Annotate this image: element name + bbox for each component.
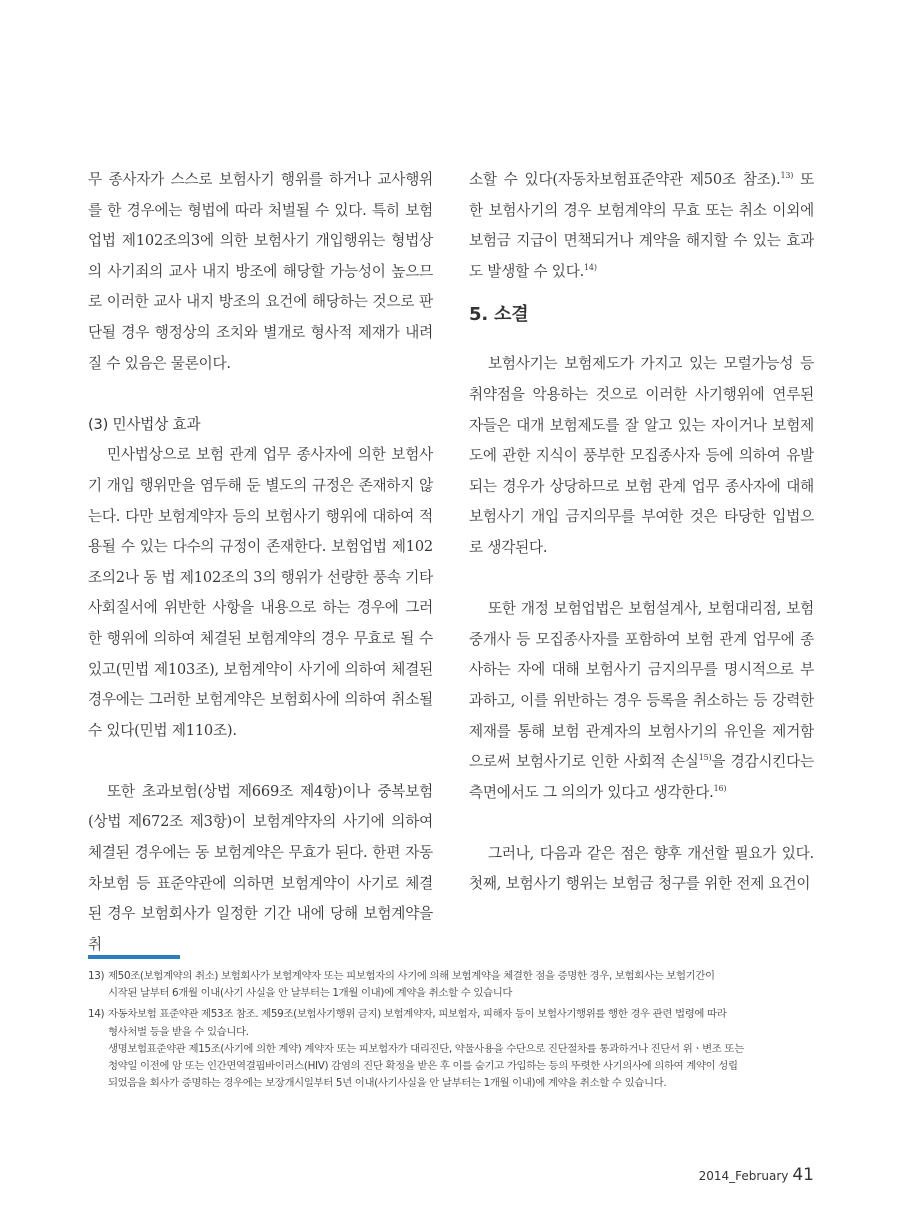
left-column <box>88 165 433 960</box>
footnote-line: 형사처벌 등을 받을 수 있습니다. <box>108 1025 249 1038</box>
footnote-line: 제50조(보험계약의 취소) 보험회사가 보험계약자 또는 피보험자의 사기에 의해 보험계약을 체결한 점을 증명한 경우, 보험회사는 보험기간이 <box>108 970 715 982</box>
right-paragraph-3: 또한 개정 보험업법은 보험설계사, 보험대리점, 보험중개사 등 모집종사자를 포함하여 보험 관계 업무에 종사하는 자에 대해 보험사기 금지의무를 명시적으로 부과하고, 이를 위반하는 경우 등록을 취소하는 등 강력한 제재를 통해 보험 관계자의 보험사기의 유인을 제거함으로써 보험사기로 인한 사회적 손실$^{15)}$을 경감시킨다는 측면에서도 그 의의가 있다고 생각한다.$^{16)}$ <box>469 600 814 801</box>
section-title-conclusion: 5. 소결 <box>469 304 529 326</box>
footnote-line: 되었음을 회사가 증명하는 경우에는 보장개시일부터 5년 이내(사기사실을 안 날부터는 1개월 이내)에 계약을 취소할 수 있습니다. <box>108 1077 667 1090</box>
footnote-14 <box>88 1006 818 1092</box>
page-footer <box>699 1165 814 1185</box>
right-paragraph-1: 소할 수 있다(자동차보험표준약관 제50조 참조).$^{13)}$ 또한 보험사기의 경우 보험계약의 무효 또는 취소 이외에 보험금 지급이 면책되거나 계약을 해지할 수 있는 효과도 발생할 수 있다.$^{14)}$ <box>469 171 814 280</box>
page-number: 41 <box>792 1165 814 1185</box>
subheading-civil-law-effect: (3) 민사법상 효과 <box>88 415 201 433</box>
footnote-13 <box>88 968 818 1002</box>
footnote-divider <box>88 955 180 959</box>
left-paragraph-2: 민사법상으로 보험 관계 업무 종사자에 의한 보험사기 개입 행위만을 염두해 둔 별도의 규정은 존재하지 않는다. 다만 보험계약자 등의 보험사기 행위에 대하여 적용될 수 있는 다수의 규정이 존재한다. 보험업법 제102조의2나 동 법 제102조의 3의 행위가 선량한 풍속 기타 사회질서에 위반한 사항을 내용으로 하는 경우에 그러한 행위에 의하여 체결된 보험계약의 경우 무효로 될 수 있고(민법 제103조), 보험계약이 사기에 의하여 체결된 경우에는 그러한 보험계약은 보험회사에 의하여 취소될 수 있다(민법 제110조). <box>88 446 433 739</box>
footnote-line: 청약일 이전에 암 또는 인간면역결핍바이러스(HIV) 감염의 진단 확정을 받은 후 이를 숨기고 가입하는 등의 뚜렷한 사기의사에 의하여 계약이 성립 <box>108 1060 738 1073</box>
footnote-ref-15[interactable]: 15) <box>698 753 712 763</box>
footnote-line: 자동차보험 표준약관 제53조 참조. 제59조(보험사기행위 금지) 보험계약자, 피보험자, 피해자 등이 보험사기행위를 행한 경우 관련 법령에 따라 <box>108 1008 727 1021</box>
footnote-number: 13) <box>88 970 105 982</box>
left-paragraph-3: 또한 초과보험(상법 제669조 제4항)이나 중복보험(상법 제672조 제3항)이 보험계약자의 사기에 의하여 체결된 경우에는 동 보험계약은 무효가 된다. 한편 자동차보험 등 표준약관에 의하면 보험계약이 사기로 체결된 경우 보험회사가 일정한 기간 내에 당해 보험계약을 취 <box>88 782 433 953</box>
issue-label: 2014_February <box>698 1169 789 1183</box>
right-column <box>469 165 814 900</box>
footnotes <box>88 964 818 1092</box>
right-paragraph-2: 보험사기는 보험제도가 가지고 있는 모럴가능성 등 취약점을 악용하는 것으로 이러한 사기행위에 연루된 자들은 대개 보험제도를 잘 알고 있는 자이거나 보험제도에 관한 지식이 풍부한 모집종사자 등에 의하여 유발되는 경우가 상당하므로 보험 관계 업무 종사자에 대해 보험사기 개입 금지의무를 부여한 것은 타당한 입법으로 생각된다. <box>469 355 814 556</box>
left-paragraph-1: 무 종사자가 스스로 보험사기 행위를 하거나 교사행위를 한 경우에는 형법에 따라 처벌될 수 있다. 특히 보험업법 제102조의3에 의한 보험사기 개입행위는 형법상의 사기죄의 교사 내지 방조에 해당할 가능성이 높으므로 이러한 교사 내지 방조의 요건에 해당하는 것으로 판단될 경우 행정상의 조치와 별개로 형사적 제재가 내려질 수 있음은 물론이다. <box>88 171 433 372</box>
footnote-line: 시작된 날부터 6개월 이내(사기 사실을 안 날부터는 1개월 이내)에 계약을 취소할 수 있습니다 <box>108 987 513 1000</box>
footnote-ref-14[interactable]: 14) <box>584 262 597 272</box>
right-paragraph-4: 그러나, 다음과 같은 점은 향후 개선할 필요가 있다. 첫째, 보험사기 행위는 보험금 청구를 위한 전제 요건이 <box>469 844 814 893</box>
footnote-number: 14) <box>88 1008 105 1021</box>
footnote-line: 생명보험표준약관 제15조(사기에 의한 계약) 계약자 또는 피보험자가 대리진단, 약물사용을 수단으로 진단절차를 통과하거나 진단서 위ㆍ변조 또는 <box>108 1042 744 1055</box>
footnote-ref-16[interactable]: 16) <box>713 783 727 793</box>
footnote-ref-13[interactable]: 13) <box>780 171 794 181</box>
